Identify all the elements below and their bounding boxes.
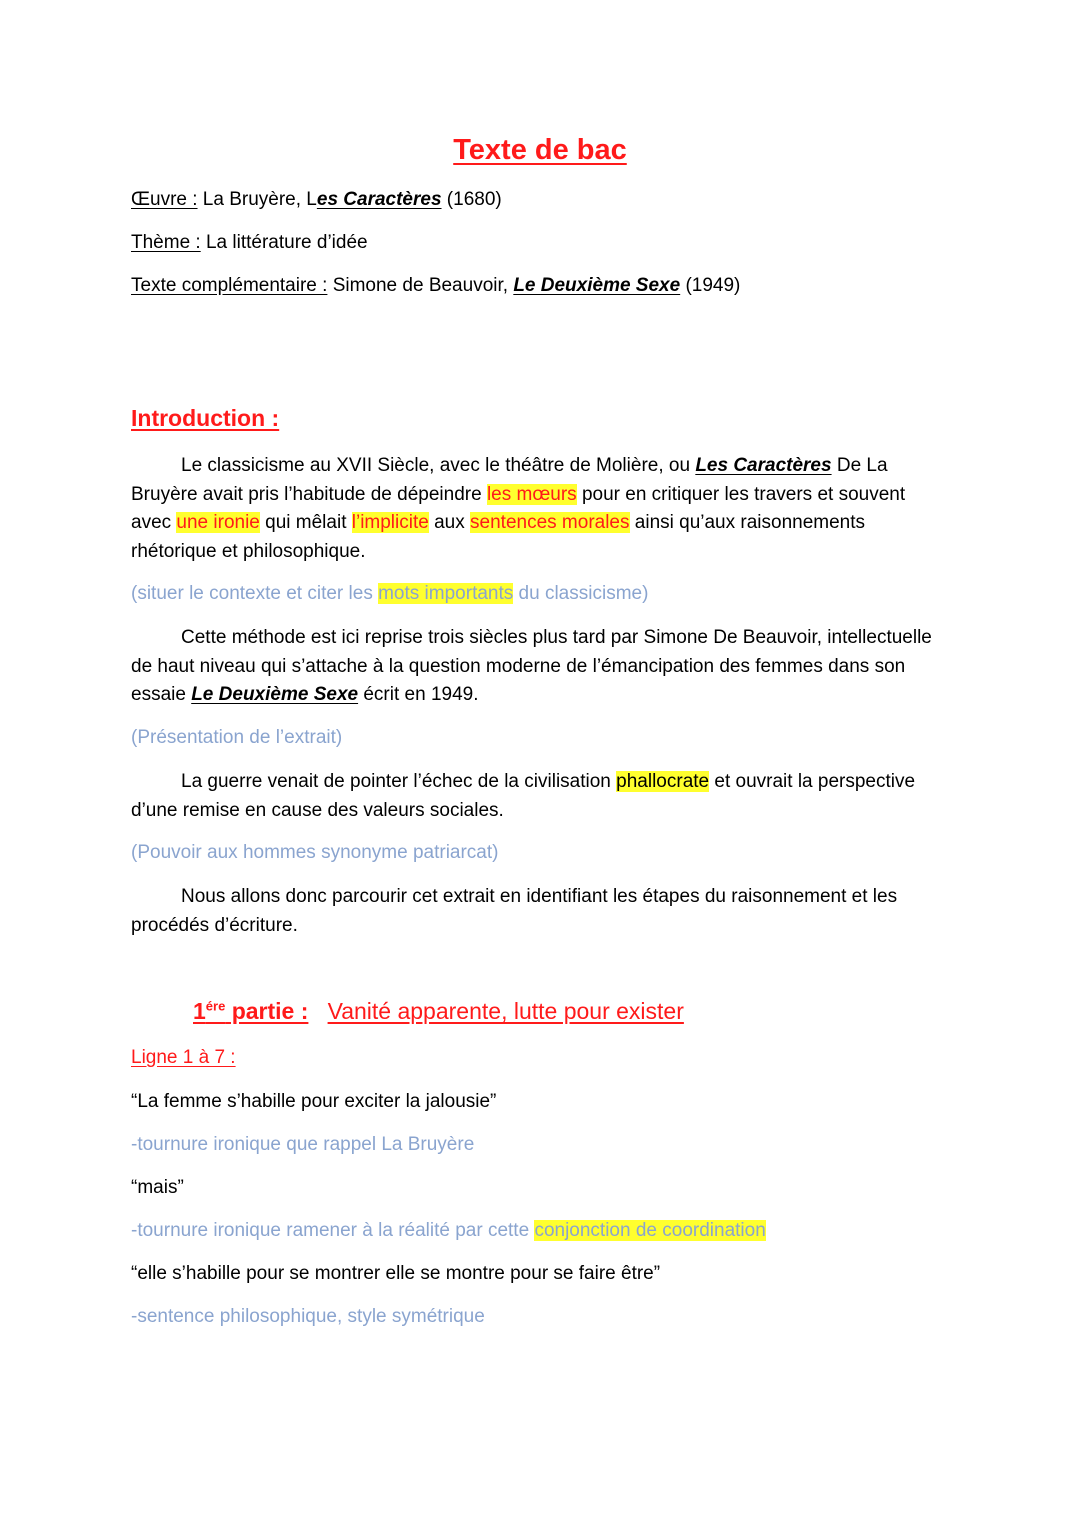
highlight-mots-importants: mots importants <box>378 583 514 604</box>
theme-text: La littérature d’idée <box>200 232 368 253</box>
intro-note-2: (Présentation de l’extrait) <box>131 727 343 748</box>
theme-line <box>131 232 368 254</box>
introduction-heading: Introduction : <box>131 405 280 431</box>
complementaire-work: Le Deuxième Sexe <box>513 275 681 296</box>
text-run: Cette méthode est ici reprise trois siècles plus tard par Simone De Beauvoir, intellectuelle de haut niveau qui s’attache à la question moderne de l’émancipation des femmes dans son essaie <box>131 627 932 705</box>
oeuvre-label: Œuvre : <box>131 189 198 210</box>
part-1-heading <box>193 998 684 1025</box>
text-run: aux <box>428 512 471 533</box>
highlight-conjonction: conjonction de coordination <box>534 1220 766 1241</box>
note-run: (situer le contexte et citer les <box>131 583 379 604</box>
part-label: partie : <box>225 998 309 1024</box>
oeuvre-author: La Bruyère, L <box>197 189 317 210</box>
work-title: Le Deuxième Sexe <box>191 684 359 705</box>
text-run: écrit en 1949. <box>358 684 479 705</box>
text-run: De La Bruyère avait pris l’habitude de dépeindre <box>131 455 888 505</box>
highlight-sentences: sentences morales <box>470 512 630 533</box>
oeuvre-year: (1680) <box>441 189 502 210</box>
highlight-ironie: une ironie <box>176 512 260 533</box>
intro-note-1 <box>131 583 648 605</box>
quote-1: “La femme s’habille pour exciter la jalousie” <box>131 1091 497 1112</box>
theme-label: Thème : <box>131 232 201 253</box>
highlight-moeurs: les mœurs <box>486 483 577 505</box>
complementaire-line <box>131 275 740 297</box>
highlight-phallocrate: phallocrate <box>616 771 710 792</box>
part-num: 1 <box>193 998 206 1024</box>
text-run: ainsi qu’aux raisonnements rhétorique et philosophique. <box>131 512 866 562</box>
comment-1: -tournure ironique que rappel La Bruyère <box>131 1134 475 1155</box>
comment-2 <box>131 1220 766 1242</box>
work-title: Les Caractères <box>695 455 832 476</box>
quote-2: “mais” <box>131 1177 184 1198</box>
part-number <box>193 998 308 1024</box>
text-run: Le classicisme au XVII Siècle, avec le théâtre de Molière, ou <box>181 455 696 476</box>
text-run: pour en critiquer les travers et souvent avec <box>131 483 906 533</box>
quote-3: “elle s’habille pour se montrer elle se montre pour se faire être” <box>131 1263 661 1284</box>
oeuvre-work: es Caractères <box>316 189 442 210</box>
ligne-label: Ligne 1 à 7 : <box>131 1047 236 1068</box>
part-sup: ére <box>205 998 226 1014</box>
text-run: et ouvrait la perspective d’une remise en cause des valeurs sociales. <box>131 771 916 821</box>
note-run: du classicisme) <box>513 583 649 604</box>
highlight-implicite: l’implicite <box>351 512 429 533</box>
text-run: La guerre venait de pointer l’échec de la civilisation <box>181 771 617 792</box>
complementaire-label: Texte complémentaire : <box>131 275 328 296</box>
complementaire-author: Simone de Beauvoir, <box>327 275 514 296</box>
intro-note-3: (Pouvoir aux hommes synonyme patriarcat) <box>131 842 499 863</box>
intro-paragraph-3 <box>131 768 941 825</box>
complementaire-year: (1949) <box>680 275 741 296</box>
text-run: qui mêlait <box>259 512 352 533</box>
document-title: Texte de bac <box>453 134 627 166</box>
note-run: -tournure ironique ramener à la réalité par cette <box>131 1220 535 1241</box>
oeuvre-line <box>131 189 502 211</box>
intro-paragraph-4: Nous allons donc parcourir cet extrait en identifiant les étapes du raisonnement et les procédés d’écriture. <box>131 886 898 936</box>
comment-3: -sentence philosophique, style symétrique <box>131 1306 485 1327</box>
intro-paragraph-1 <box>131 452 941 566</box>
intro-paragraph-2 <box>131 624 941 710</box>
part-title: Vanité apparente, lutte pour exister <box>327 998 684 1024</box>
